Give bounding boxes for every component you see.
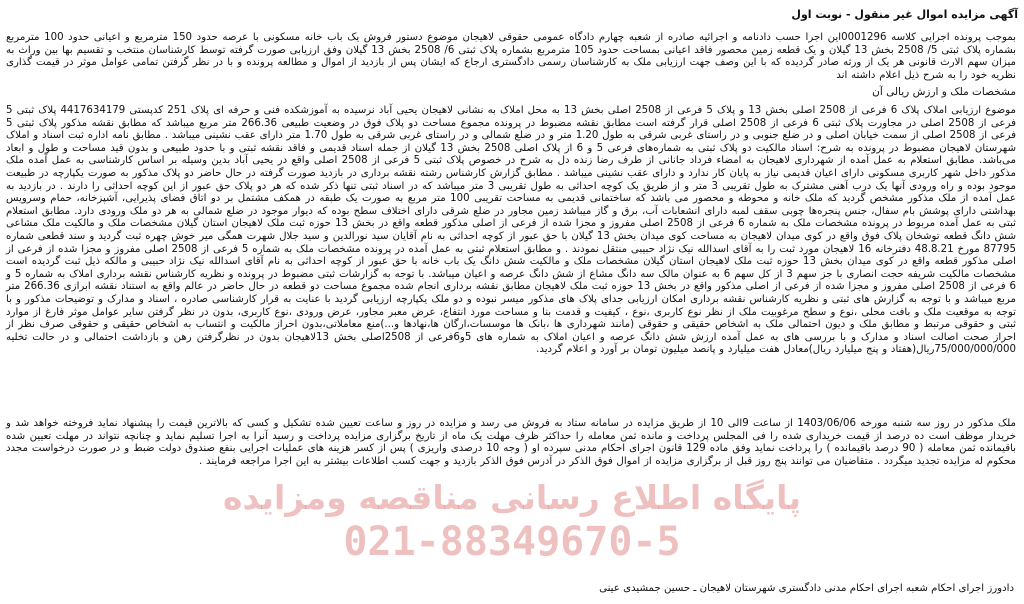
auction-terms-paragraph: ملک مذکور در روز سه شنبه مورخه 1403/06/06 از ساعت 9الی 10 از طریق مزایده در سامانه ستاد به فروش می رسد و مزایده در روز و ساعت تعیین شده تشکیل و کسی که بالاترین قیمت را پیشنهاد نماید فروخته خواهد شد و خریدار موظف است ده درصد از قیمت خریداری شده را فی المجلس پرداخت و مانده ثمن معامله را حداکثر ظرف مهلت یک ماه از تاریخ برگزاری مزایده پرداخت و رسید آنرا به اجرا تسلیم نماید و چنانچه نتواند در مهلت تعیین شده باقیمانده ثمن معامله ( 90 درصد باقیمانده ) را پرداخت نماید وفق ماده 129 قانون اجرای احکام مدنی سپرده او ( وجه 10 درصدی واریزی ) پس از کسر هزینه های عملیات اجرایی بنفع صندوق دولت ضبط و در صورت درخواست مجدد محکوم له مزایده تجدید میگردد . متقاضیان می توانند پنج روز قبل از برگزاری مزایده از اموال فوق الذکر در آدرس فوق الذکر بازدید و جهت کسب اطلاعات بیشتر به این اجرا مراجعه فرمایند .	[6, 418, 1017, 467]
watermark-site-name: پایگاه اطلاع رسانی مناقصه ومزایده	[223, 478, 801, 517]
notice-signature: دادورز اجرای احکام شعبه اجرای احکام مدنی دادگستری شهرستان لاهیجان ـ حسین جمشیدی عینی	[599, 583, 1014, 594]
notice-intro-paragraph: بموجب پرونده اجرایی کلاسه 0001296این اجرا حسب دادنامه و اجرائیه صادره از شعبه چهارم دادگاه عمومی حقوقی لاهیجان موضوع دستور فروش یک باب خانه مسکونی با عرصه حدود 150 مترمربع و اعیانی حدود 100 مترمربع بشماره پلاک ثبتی 5/ 2508 بخش 13 گیلان و یک قطعه زمین محصور فاقد اعیانی بمساحت حدود 105 مترمربع بشماره پلاک ثبتی 6/ 2508 بخش 13 گیلان وفق ارزیابی صورت گرفته توسط کارشناسان منتخب و تقسیم بها بین وراث به میزان سهم الارث قانونی هر یک از ورثه صادر گردیده که با این وصف جهت ارزیابی ملک به کارشناسان رسمی دادگستری ارجاع که ایشان پس از بازدید از اموال و مطالعه پرونده و با در نظر گرفتن تمامی عوامل موثر در قیمت گذاری نظریه خود را به شرح ذیل اعلام داشته اند	[6, 32, 1016, 81]
property-valuation-paragraph: موضوع ارزیابی املاک پلاک 6 فرعی از 2508 اصلی بخش 13 و پلاک 5 فرعی از 2508 اصلی بخش 13 به محل املاک به نشانی لاهیجان یحیی آباد نرسیده به آموزشکده فنی و حرفه ای پلاک 251 کدپستی 4417634179 پلاک ثبتی 5 فرعی از 2508 اصلی در مجاورت پلاک ثبتی 6 فرعی از 2508 اصلی قرار گرفته است مطابق نقشه مضبوط در پرونده مجموع مساحت دو پلاک فوق در وضعیت طبیعی 266.36 متر مربع میباشد که مطابق نقشه مذکور پلاک ثبتی 5 فرعی از 2508 اصلی از سمت خیابان اصلی و در ضلع جنوبی و در راستای غربی شرقی به طول 1.20 متر و در ضلع شمالی و در راستای غربی شرقی به طول 1.70 متر دارای عقب نشینی میباشد . مطابق نامه اداره ثبت اسناد و املاک شهرستان لاهیجان مضبوط در پرونده به شرح: اسناد مالکیت دو پلاک ثبتی به شماره‌های فرعی 5 و 6 از پلاک اصلی 2508 بخش 13 گیلان از جمله اسناد قدیمی و فاقد نقشه ثبتی و با حدود طبیعی و بدون قید مساحت و طول و ابعاد می‌باشد. مطابق استعلام به عمل آمده از شهرداری لاهیجان به امضاء فرداد جانانی از طرف رضا زنده دل به شرح در خصوص پلاک ثبتی 5 فرعی از 2508 اصلی واقع در یحیی آباد بدین وسیله بر اساس کارشناسی به عمل آمده ملک مذکور داخل شهر کاربری مسکونی دارای اعیان قدیمی نیاز به پایان کار ندارد و دارای عقب نشینی میباشد . مطابق گزارش کارشناس رشته نقشه برداری در بازدید صورت گرفته در حال حاضر دو پلاک مذکور به صورت یکپارچه در طبیعت موجود بوده و راه ورودی آنها یک درب آهنی مشترک به طول تقریبی 3 متر و از طریق یک کوچه احداثی به طول تقریبی 3 متر میباشد که در اسناد ثبتی تنها ذکر شده که هر دو پلاک حق عبور از این کوچه احداثی را دارند . در بازدید به عمل آمده از ملک مذکور مشخص گردید که ملک خانه و محوطه و محصور می باشد که ساختمانی قدیمی به مساحت تقریبی 100 متر مربع به صورت یک طبقه در همکف مشتمل بر دو اتاق فضای پذیرایی، آشپزخانه، حمام وسرویس بهداشتی دارای پوشش بام سفال، جنس پنجره‌ها چوبی سقف لمبه دارای انشعابات آب، برق و گاز میباشد زمین مجاور در ضلع شرقی دارای اختلاف سطح بوده که دیوار موجود در ضلع شمالی به هر دو ملک ورودی دارد. مطابق استعلام ثبتی به عمل آمده مربوط در پرونده مشخصات ملک به شماره 6 فرعی از 2508 اصلی مفروز و مجزا شده از فرعی از اصلی مذکور قطعه واقع در بخش 13 حوزه ثبت ملک لاهیجان استان گیلان مشخصات ملک و مالکیت ملک مشاعی شش دانگ قطعه توشخان پلاک فوق واقع در کوی میدان لاهیجان به مساحت کوی میدان بخش 13 گیلان با حق عبور از کوچه احداثی به نام آقایان سید نورالدین و سید جلال شهرت همگی میر خوش چهره ثبت گردید و سند قطعی شماره 87795 مورخ 48.8.21 دفترخانه 16 لاهیجان مورد ثبت را به آقای اسدالله نیک نژاد حبیبی منتقل نمودند . و مطابق استعلام ثبتی به عمل آمده در پرونده مشخصات ملک به شماره 5 فرعی از 2508 اصلی مفروز و مجزا شده از فرعی از اصلی مذکور قطعه واقع در کوی میدان بخش 13 حوزه ثبت ملک لاهیجان استان گیلان مشخصات ملک و مالکیت شش دانگ یک باب خانه با حق عبور از کوچه احداثی به نام آقای اسدالله نیک نژاد حبیبی و مالکه ذیل ثبت گردیده است مشخصات مالکیت شریفه حجت انصاری با جز سهم 3 از کل سهم 6 به عنوان مالک سه دانگ مشاع از شش دانگ عرصه و اعیان میباشد. با توجه به گزارشات ثبتی مضبوط در پرونده و نظریه کارشناس نقشه برداری املاک به شماره 5 و 6 فرعی از 2508 اصلی مفروز و مجزا شده از فرعی از اصلی مذکور واقع در بخش 13 حوزه ثبت ملک لاهیجان مطابق نقشه برداری انجام شده مجموع مساحت دو قطعه در حال حاضر در عالم واقع به استناد نقشه ابرازی 266.36 متر مربع میباشد و با توجه به گزارش های ثبتی و نظریه کارشناس نقشه برداری امکان ارزیابی جدای پلاک های مذکور میسر نبوده و دو ملک یکپارچه ارزیابی گردید با عنایت به قرار کارشناسی صادره ، اسناد و مدارک و توضیحات مذکور و با توجه به موقعیت ملک و بافت محلی ،نوع و سطح مرغوبیت ملک از نظر نوع کاربری ،نوع ، کیفیت و قدمت بنا و مساحت مورد انتفاع، عرض معبر مجاور، عرض ورودی ،نوع کاربری، بدون در نظر گرفتن سایر عوامل موثر فارغ از موارد ثبتی و حقوقی مرتبط و مطابق ملک و دیون احتمالی ملک به اشخاص حقیقی و حقوقی (مانند شهرداری ها ،بانک ها موسسات،ارگان ها،نهادها و...)منع معاملاتی،بدون احراز مالکیت و انتساب به اشخاص حقیقی و حقوقی صرف نظر از احراز صحت اصالت اسناد و مدارک و با بررسی های به عمل آمده ارزش شش دانگ عرصه و اعیان املاک به شماره های 5و6فرعی از 2508اصلی بخش 13لاهیجان بدون در نظرگرفتن رهن و بازداشت احتمالی و در حالت تخلیه 75/000/000/000ریال(هفتاد و پنج میلیارد ریال)معادل هفت میلیارد و پانصد میلیون تومان بر آورد و اعلام گردید.	[6, 105, 1017, 356]
property-spec-heading: مشخصات ملک و ارزش ریالی آن	[872, 86, 1016, 98]
watermark-phone: 021-88349670-5	[343, 519, 681, 565]
notice-title: آگهی مزایده اموال غیر منقول - نوبت اول	[791, 8, 1018, 21]
watermark	[0, 478, 1024, 578]
